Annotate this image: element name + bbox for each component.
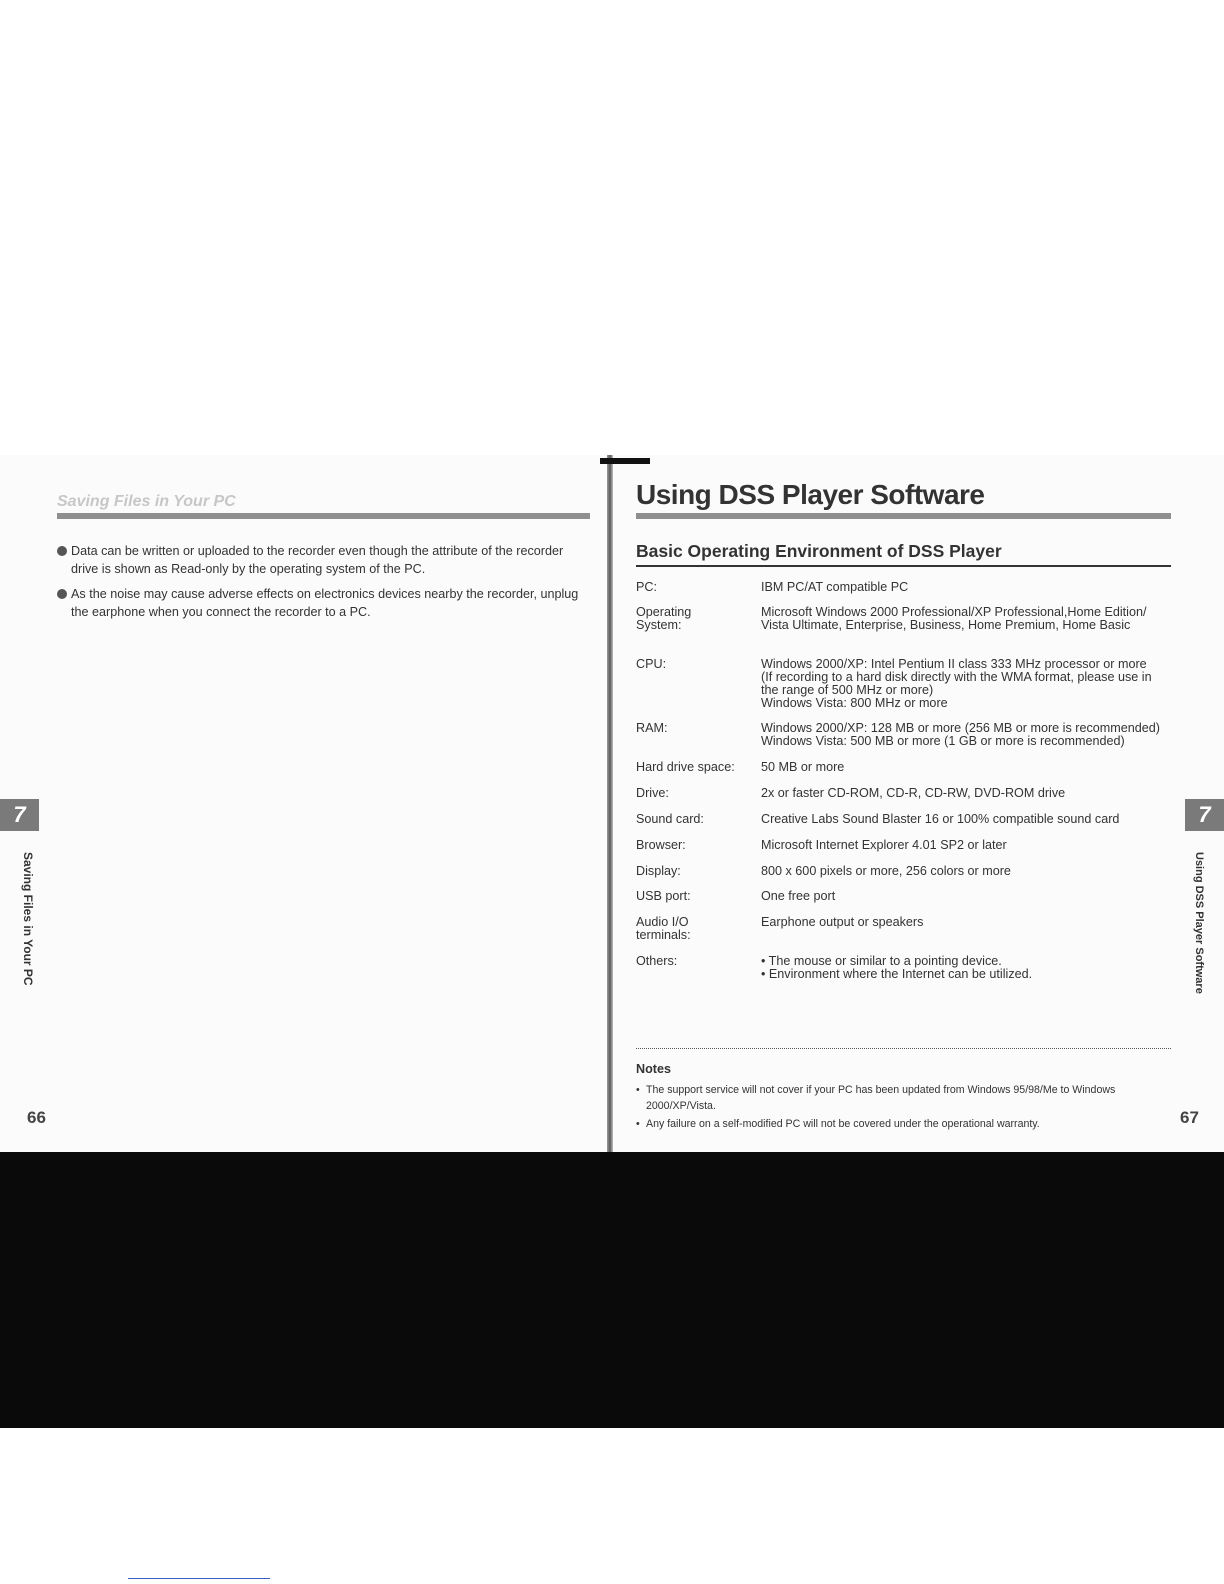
spec-label: Audio I/O terminals: bbox=[636, 915, 691, 942]
right-page-title: Using DSS Player Software bbox=[636, 479, 985, 510]
notes-title: Notes bbox=[636, 1062, 671, 1076]
note-text: Any failure on a self-modified PC will not be covered under the operational warranty. bbox=[646, 1118, 1040, 1130]
spec-value: • The mouse or similar to a pointing device. • Environment where the Internet can be utilized. bbox=[761, 954, 1033, 981]
bullet-text: Data can be written or uploaded to the recorder even though the attribute of the recorder drive is shown as Read-only by the operating system of the PC. bbox=[71, 544, 564, 576]
spec-value: Earphone output or speakers bbox=[761, 915, 924, 929]
spec-label: PC: bbox=[636, 580, 657, 594]
left-side-label: Saving Files in Your PC bbox=[21, 852, 35, 986]
bullet-text: As the noise may cause adverse effects on electronics devices nearby the recorder, unplug the earphone when you connect the recorder to a PC. bbox=[71, 587, 579, 619]
spec-label: Others: bbox=[636, 954, 678, 968]
left-bullet-list bbox=[57, 542, 593, 628]
list-item bbox=[57, 542, 593, 578]
spec-value: One free port bbox=[761, 889, 836, 903]
spec-value: IBM PC/AT compatible PC bbox=[761, 580, 909, 594]
spec-label: USB port: bbox=[636, 889, 691, 903]
section-title: Basic Operating Environment of DSS Player bbox=[636, 541, 1002, 561]
bullet-icon bbox=[57, 589, 67, 599]
scan-background bbox=[0, 1152, 1224, 1428]
spec-label: Browser: bbox=[636, 838, 686, 852]
spec-value: 800 x 600 pixels or more, 256 colors or more bbox=[761, 864, 1011, 878]
spec-label: RAM: bbox=[636, 721, 668, 735]
left-page-number: 66 bbox=[27, 1108, 46, 1127]
right-page-number: 67 bbox=[1180, 1108, 1199, 1127]
chapter-tab-right: 7 bbox=[1185, 799, 1224, 831]
spec-label: Hard drive space: bbox=[636, 760, 735, 774]
chapter-tab-left: 7 bbox=[0, 799, 39, 831]
bullet-icon bbox=[57, 546, 67, 556]
left-page-header: Saving Files in Your PC bbox=[57, 493, 236, 510]
spec-label: Sound card: bbox=[636, 812, 704, 826]
book-spine bbox=[607, 455, 613, 1152]
notes-list bbox=[636, 1082, 1172, 1134]
list-item bbox=[57, 585, 593, 621]
spec-value: Windows 2000/XP: 128 MB or more (256 MB or more is recommended) Windows Vista: 500 MB or more (1 GB or more is recommended) bbox=[761, 721, 1160, 748]
spec-value: 2x or faster CD-ROM, CD-R, CD-RW, DVD-ROM drive bbox=[761, 786, 1066, 800]
spec-value: Microsoft Windows 2000 Professional/XP Professional,Home Edition/ Vista Ultimate, Enterprise, Business, Home Premium, Home Basic bbox=[761, 605, 1147, 632]
list-item: • Any failure on a self-modified PC will not be covered under the operational warranty. bbox=[636, 1118, 1040, 1130]
section-rule bbox=[636, 565, 1171, 567]
underline-mark bbox=[128, 1578, 270, 1579]
spec-label: Display: bbox=[636, 864, 681, 878]
right-side-label: Using DSS Player Software bbox=[1193, 852, 1205, 994]
list-item: • The support service will not cover if your PC has been updated from Windows 95/98/Me to Windows 2000/XP/Vista. bbox=[636, 1084, 1116, 1112]
spec-value: 50 MB or more bbox=[761, 760, 845, 774]
spec-label: Operating System: bbox=[636, 605, 692, 632]
spec-value: Microsoft Internet Explorer 4.01 SP2 or later bbox=[761, 838, 1007, 852]
spec-value: Windows 2000/XP: Intel Pentium II class 333 MHz processor or more (If recording to a hard disk directly with the WMA format, please use in the range of 500 MHz or more) Windows Vista: 800 MHz or more bbox=[761, 657, 1152, 710]
left-header-rule bbox=[57, 513, 590, 519]
notes-divider bbox=[636, 1048, 1171, 1049]
spec-label: CPU: bbox=[636, 657, 667, 671]
note-text: The support service will not cover if your PC has been updated from Windows 95/98/Me to Windows 2000/XP/Vista. bbox=[646, 1084, 1116, 1112]
spec-value: Creative Labs Sound Blaster 16 or 100% compatible sound card bbox=[761, 812, 1120, 826]
right-title-rule bbox=[636, 513, 1171, 519]
spec-label: Drive: bbox=[636, 786, 669, 800]
spine-shadow bbox=[600, 458, 650, 464]
